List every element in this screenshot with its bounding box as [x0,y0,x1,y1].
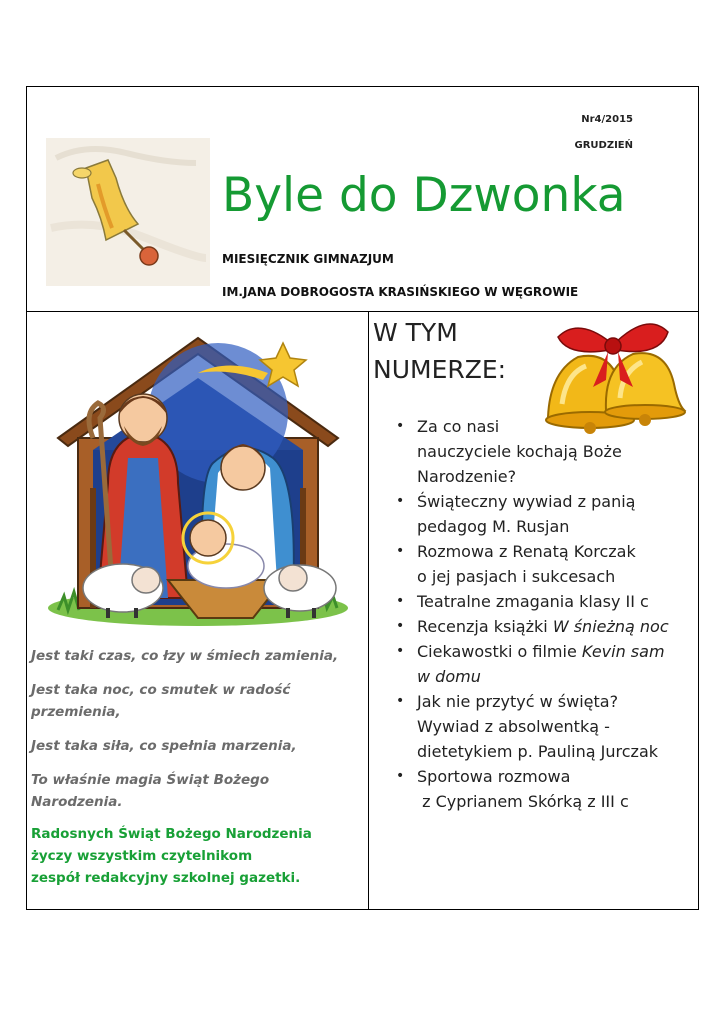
toc-item-line: z Cyprianem Skórką z III c [417,792,629,811]
nativity-scene-illustration [38,318,360,636]
poem-line [31,769,365,813]
column-divider [368,311,369,910]
toc-item [396,589,696,614]
toc-item-line [417,614,696,639]
film-title-cont: w domu [417,667,481,686]
toc-item [396,639,696,689]
toc-item-line [417,639,696,664]
toc-item-line: Teatralne zmagania klasy II c [417,592,649,611]
wish-line-2: życzy wszystkim czytelnikom [31,848,253,864]
toc-item-line: o jej pasjach i sukcesach [417,567,616,586]
poem-line-1: Jest taki czas, co łzy w śmiech zamienia, [31,648,339,664]
hand-drawn-bell-icon [46,138,210,286]
christmas-wishes [31,823,365,889]
poem-line-4b: Narodzenia. [31,794,123,810]
toc-item-line: Świąteczny wywiad z panią [417,492,636,511]
poem-line-2a: Jest taka noc, co smutek w radość [31,682,291,698]
film-title: Kevin sam [581,642,665,661]
toc-item [396,614,696,639]
toc-item [396,764,696,814]
bullet-icon: • [396,418,405,434]
poem-line-2b: przemienia, [31,704,121,720]
poem-line-4a: To właśnie magia Świąt Bożego [31,772,270,788]
wish-line-3: zespół redakcyjny szkolnej gazetki. [31,870,301,886]
poem-line [31,735,365,757]
toc-item [396,414,696,489]
toc-list [396,414,696,814]
toc-heading-line-1: W TYM [373,318,458,347]
bullet-icon: • [396,593,405,609]
newsletter-title: Byle do Dzwonka [222,168,626,223]
bullet-icon: • [396,643,405,659]
bullet-icon: • [396,493,405,509]
toc-item-line: Za co nasi [417,417,500,436]
toc-item-line: Rozmowa z Renatą Korczak [417,542,636,561]
bullet-icon: • [396,768,405,784]
toc-item [396,489,696,539]
toc-item-line: Wywiad z absolwentką - [417,717,610,736]
subtitle-school-name: IM.JANA DOBROGOSTA KRASIŃSKIEGO W WĘGROWIE [222,285,579,299]
toc-item-text: Ciekawostki o filmie [417,642,582,661]
toc-item-line: pedagog M. Rusjan [417,517,570,536]
bullet-icon: • [396,693,405,709]
bullet-icon: • [396,543,405,559]
poem-line-3: Jest taka siła, co spełnia marzenia, [31,738,297,754]
poem-line [31,645,365,667]
toc-heading-line-2: NUMERZE: [373,355,507,384]
toc-item-line: Sportowa rozmowa [417,767,571,786]
toc-item-line: Jak nie przytyć w święta? [417,692,619,711]
toc-heading [373,314,543,388]
book-title: W śnieżną noc [552,617,669,636]
issue-month: GRUDZIEŃ [574,140,633,151]
christmas-poem [31,645,365,825]
toc-item [396,539,696,589]
wish-line-1: Radosnych Świąt Bożego Narodzenia [31,826,312,842]
bullet-icon: • [396,618,405,634]
toc-item [396,689,696,764]
toc-item-line: dietetykiem p. Pauliną Jurczak [417,742,659,761]
toc-item-line: Narodzenie? [417,467,517,486]
toc-item-line: nauczyciele kochają Boże [417,442,622,461]
issue-number: Nr4/2015 [581,114,633,125]
toc-item-text: Recenzja książki [417,617,553,636]
poem-line [31,679,365,723]
subtitle-school-type: MIESIĘCZNIK GIMNAZJUM [222,252,394,266]
